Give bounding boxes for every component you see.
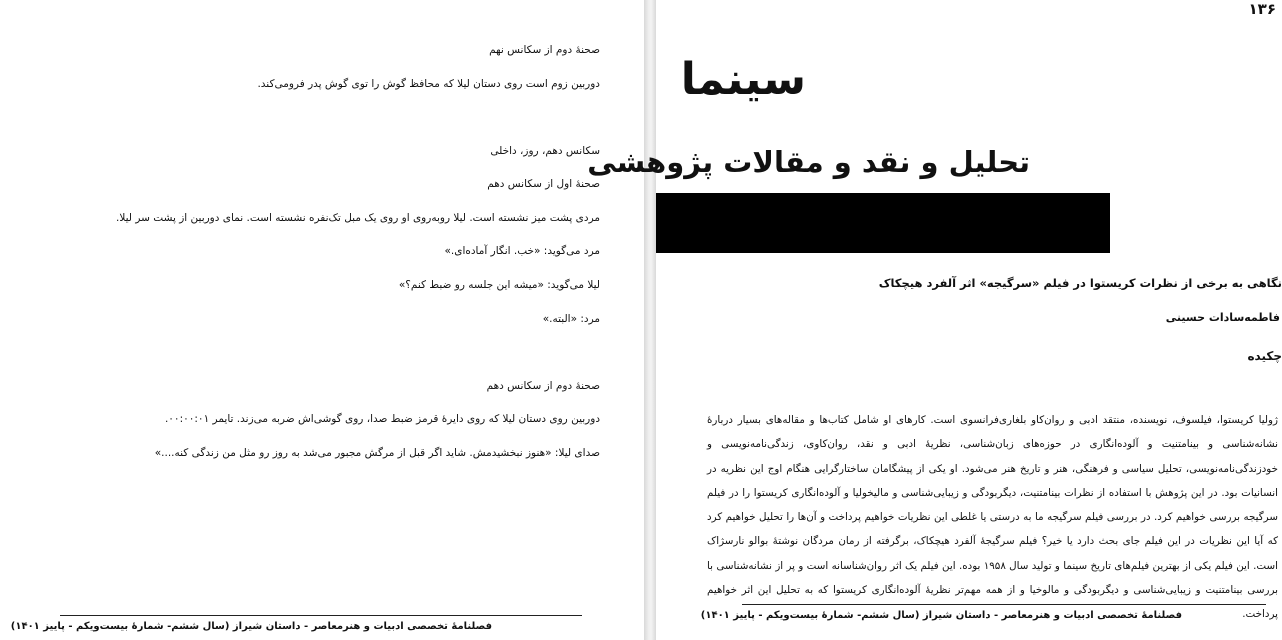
- scene-heading: صحنهٔ دوم از سکانس نهم: [489, 44, 600, 56]
- page-gutter: [644, 0, 656, 640]
- footer-rule: [742, 604, 1266, 605]
- dialogue-line: لیلا می‌گوید: «میشه این جلسه رو ضبط کنم؟»: [398, 279, 600, 291]
- section-subtitle: تحلیل و نقد و مقالات پژوهشی: [587, 145, 1030, 179]
- dialogue-line: مرد می‌گوید: «خب. انگار آماده‌ای.»: [444, 245, 600, 257]
- journal-footer: فصلنامهٔ تخصصی ادبیات و هنرمعاصر - داستان شیراز (سال ششم- شمارهٔ بیست‌ویکم - پاییز ۱۴۰۱): [700, 610, 1182, 621]
- script-line: دوربین روی دستان لیلا که روی دایرهٔ قرمز ضبط صدا، روی گوشی‌اش ضربه می‌زند. تایمر ۰۰:۰۰:۰۱.: [164, 413, 600, 425]
- right-page: [587, 0, 1282, 640]
- scene-heading: صحنهٔ اول از سکانس دهم: [487, 178, 600, 190]
- author-name: فاطمه‌سادات حسینی: [1165, 311, 1280, 324]
- sequence-heading: سکانس دهم، روز، داخلی: [490, 145, 600, 157]
- abstract-heading: چکیده: [1247, 349, 1282, 363]
- section-title: سینما: [680, 54, 806, 105]
- abstract-paragraph: ژولیا کریستوا، فیلسوف، نویسنده، منتقد ادبی و روان‌کاو بلغاری‌فرانسوی است. کارهای او شامل کتاب‌ها و مقاله‌های بسیار دربارهٔ نشانه‌شناسی و بینامتنیت و آلوده‌انگاری در حوزه‌های زبان‌شناسی، نظریهٔ ادبی و نقد، روان‌کاوی، زندگی‌نامه‌نویسی و خودزندگی‌نامه‌نویسی، تحلیل سیاسی و فرهنگی، هنر و تاریخ هنر می‌شود. او یکی از پیشگامان ساختارگرایی هنگام اوج این نظریه در انسانیات بود. در این پژوهش با استفاده از نظرات بینامتنیت، دیگربودگی و زیبایی‌شناسی و مالیخولیا و آلوده‌انگاری کریستوا را در فیلم سرگیجه بررسی خواهیم کرد. در بررسی فیلم سرگیجه ما به درستی یا غلطی این نظریات خواهیم پرداخت و آن‌ها را تحلیل خواهیم کرد که آیا این نظریات در این فیلم جای بحث دارد یا خیر؟ فیلم سرگیجهٔ آلفرد هیچکاک، برگرفته از رمان مردگان نوشتهٔ بوالو نارسژاک است. این فیلم یکی از بهترین فیلم‌های تاریخ سینما و تولید سال ۱۹۵۸ بوده. این فیلم یک اثر روان‌شناسانه است و پر از نشانه‌شناسی با بررسی بینامتنیت و زیبایی‌شناسی و دیگربودگی و مالوخیا و از همه مهم‌تر نظریهٔ آلوده‌انگاری کریستوا که به تحلیل این اثر خواهیم پرداخت.: [707, 414, 1278, 621]
- article-title: نگاهی به برخی از نظرات کریستوا در فیلم «سرگیجه» اثر آلفرد هیچکاک: [878, 276, 1282, 290]
- dialogue-line: صدای لیلا: «هنوز نبخشیدمش. شاید اگر قبل از مرگش مجبور می‌شد به روز رو مثل من زندگی کنه....»: [154, 447, 600, 459]
- journal-footer: فصلنامهٔ تخصصی ادبیات و هنرمعاصر - داستان شیراز (سال ششم- شمارهٔ بیست‌ویکم - پاییز ۱۴۰۱): [10, 621, 492, 632]
- script-line: مردی پشت میز نشسته است. لیلا روبه‌روی او روی یک مبل تک‌نفره نشسته است. نمای دوربین از پشت سر لیلا.: [116, 212, 600, 224]
- script-line: دوربین زوم است روی دستان لیلا که محافظ گوش را توی گوش پدر فرومی‌کند.: [257, 78, 600, 90]
- footer-rule: [60, 615, 582, 616]
- dialogue-line: مرد: «البته.»: [542, 313, 600, 325]
- page-number: ۱۳۶: [1248, 0, 1276, 18]
- scene-heading: صحنهٔ دوم از سکانس دهم: [486, 380, 600, 392]
- redaction-block: [656, 193, 1110, 253]
